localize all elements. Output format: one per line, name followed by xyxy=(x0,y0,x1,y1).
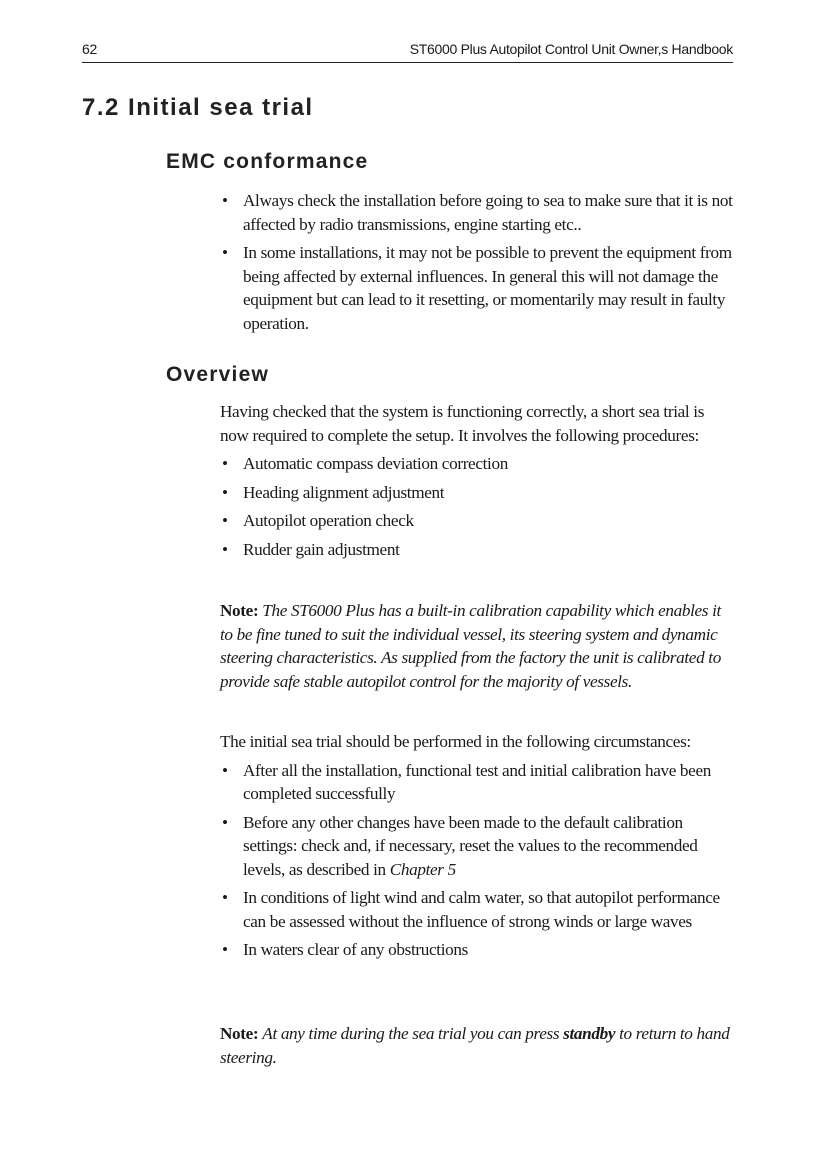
circumstance-item xyxy=(220,811,735,882)
note-text: At any time during the sea trial you can press xyxy=(262,1024,560,1043)
running-title: ST6000 Plus Autopilot Control Unit Owner,s Handbook xyxy=(409,41,733,57)
circumstances-list xyxy=(220,759,735,962)
page-header xyxy=(82,40,733,63)
note-text: to return to hand steering. xyxy=(220,1024,730,1067)
page-number: 62 xyxy=(82,41,97,57)
circumstance-item: • In conditions of light wind and calm water, so that autopilot performance can be assessed without the influence of strong winds or large waves xyxy=(220,886,735,933)
chapter-reference: Chapter 5 xyxy=(389,859,456,879)
calibration-note xyxy=(220,599,735,693)
overview-intro: Having checked that the system is functioning correctly, a short sea trial is now required to complete the setup. It involves the following procedures: xyxy=(220,402,705,445)
note-label: Note: xyxy=(220,601,259,620)
procedure-item: • Heading alignment adjustment xyxy=(220,481,735,505)
standby-key: standby xyxy=(563,1024,616,1043)
emc-bullet-list xyxy=(220,189,735,335)
procedure-list xyxy=(220,452,735,561)
overview-section xyxy=(220,400,735,566)
emc-bullet-1: • Always check the installation before going to sea to make sure that it is not affected by radio transmissions, engine starting etc.. xyxy=(220,189,735,236)
circumstance-item: • After all the installation, functional test and initial calibration have been completed successfully xyxy=(220,759,735,806)
emc-bullet-2: • In some installations, it may not be possible to prevent the equipment from being affected by external influences. In general this will not damage the equipment but can lead to it resetting, or momentarily may result in faulty operation. xyxy=(220,241,735,335)
circumstance-item: • In waters clear of any obstructions xyxy=(220,938,735,962)
procedure-item: • Automatic compass deviation correction xyxy=(220,452,735,476)
note-label: Note: xyxy=(220,1024,259,1043)
emc-section xyxy=(220,189,735,340)
standby-note xyxy=(220,1022,735,1069)
circumstances-section xyxy=(220,730,735,967)
note-text: The ST6000 Plus has a built-in calibration capability which enables it to be fine tuned to suit the individual vessel, its steering system and dynamic steering characteristics. As supplied from the factory the unit is calibrated to provide safe stable autopilot control for the majority of vessels. xyxy=(220,601,721,691)
procedure-item: • Rudder gain adjustment xyxy=(220,538,735,562)
emc-heading: EMC conformance xyxy=(166,150,369,173)
overview-heading: Overview xyxy=(166,363,269,386)
circumstance-text: Before any other changes have been made to the default calibration settings: check and, if necessary, reset the values to the recommended levels, as described in xyxy=(243,812,698,879)
circumstances-intro: The initial sea trial should be performed in the following circumstances: xyxy=(220,732,691,751)
section-title: 7.2 Initial sea trial xyxy=(82,94,314,121)
procedure-item: • Autopilot operation check xyxy=(220,509,735,533)
